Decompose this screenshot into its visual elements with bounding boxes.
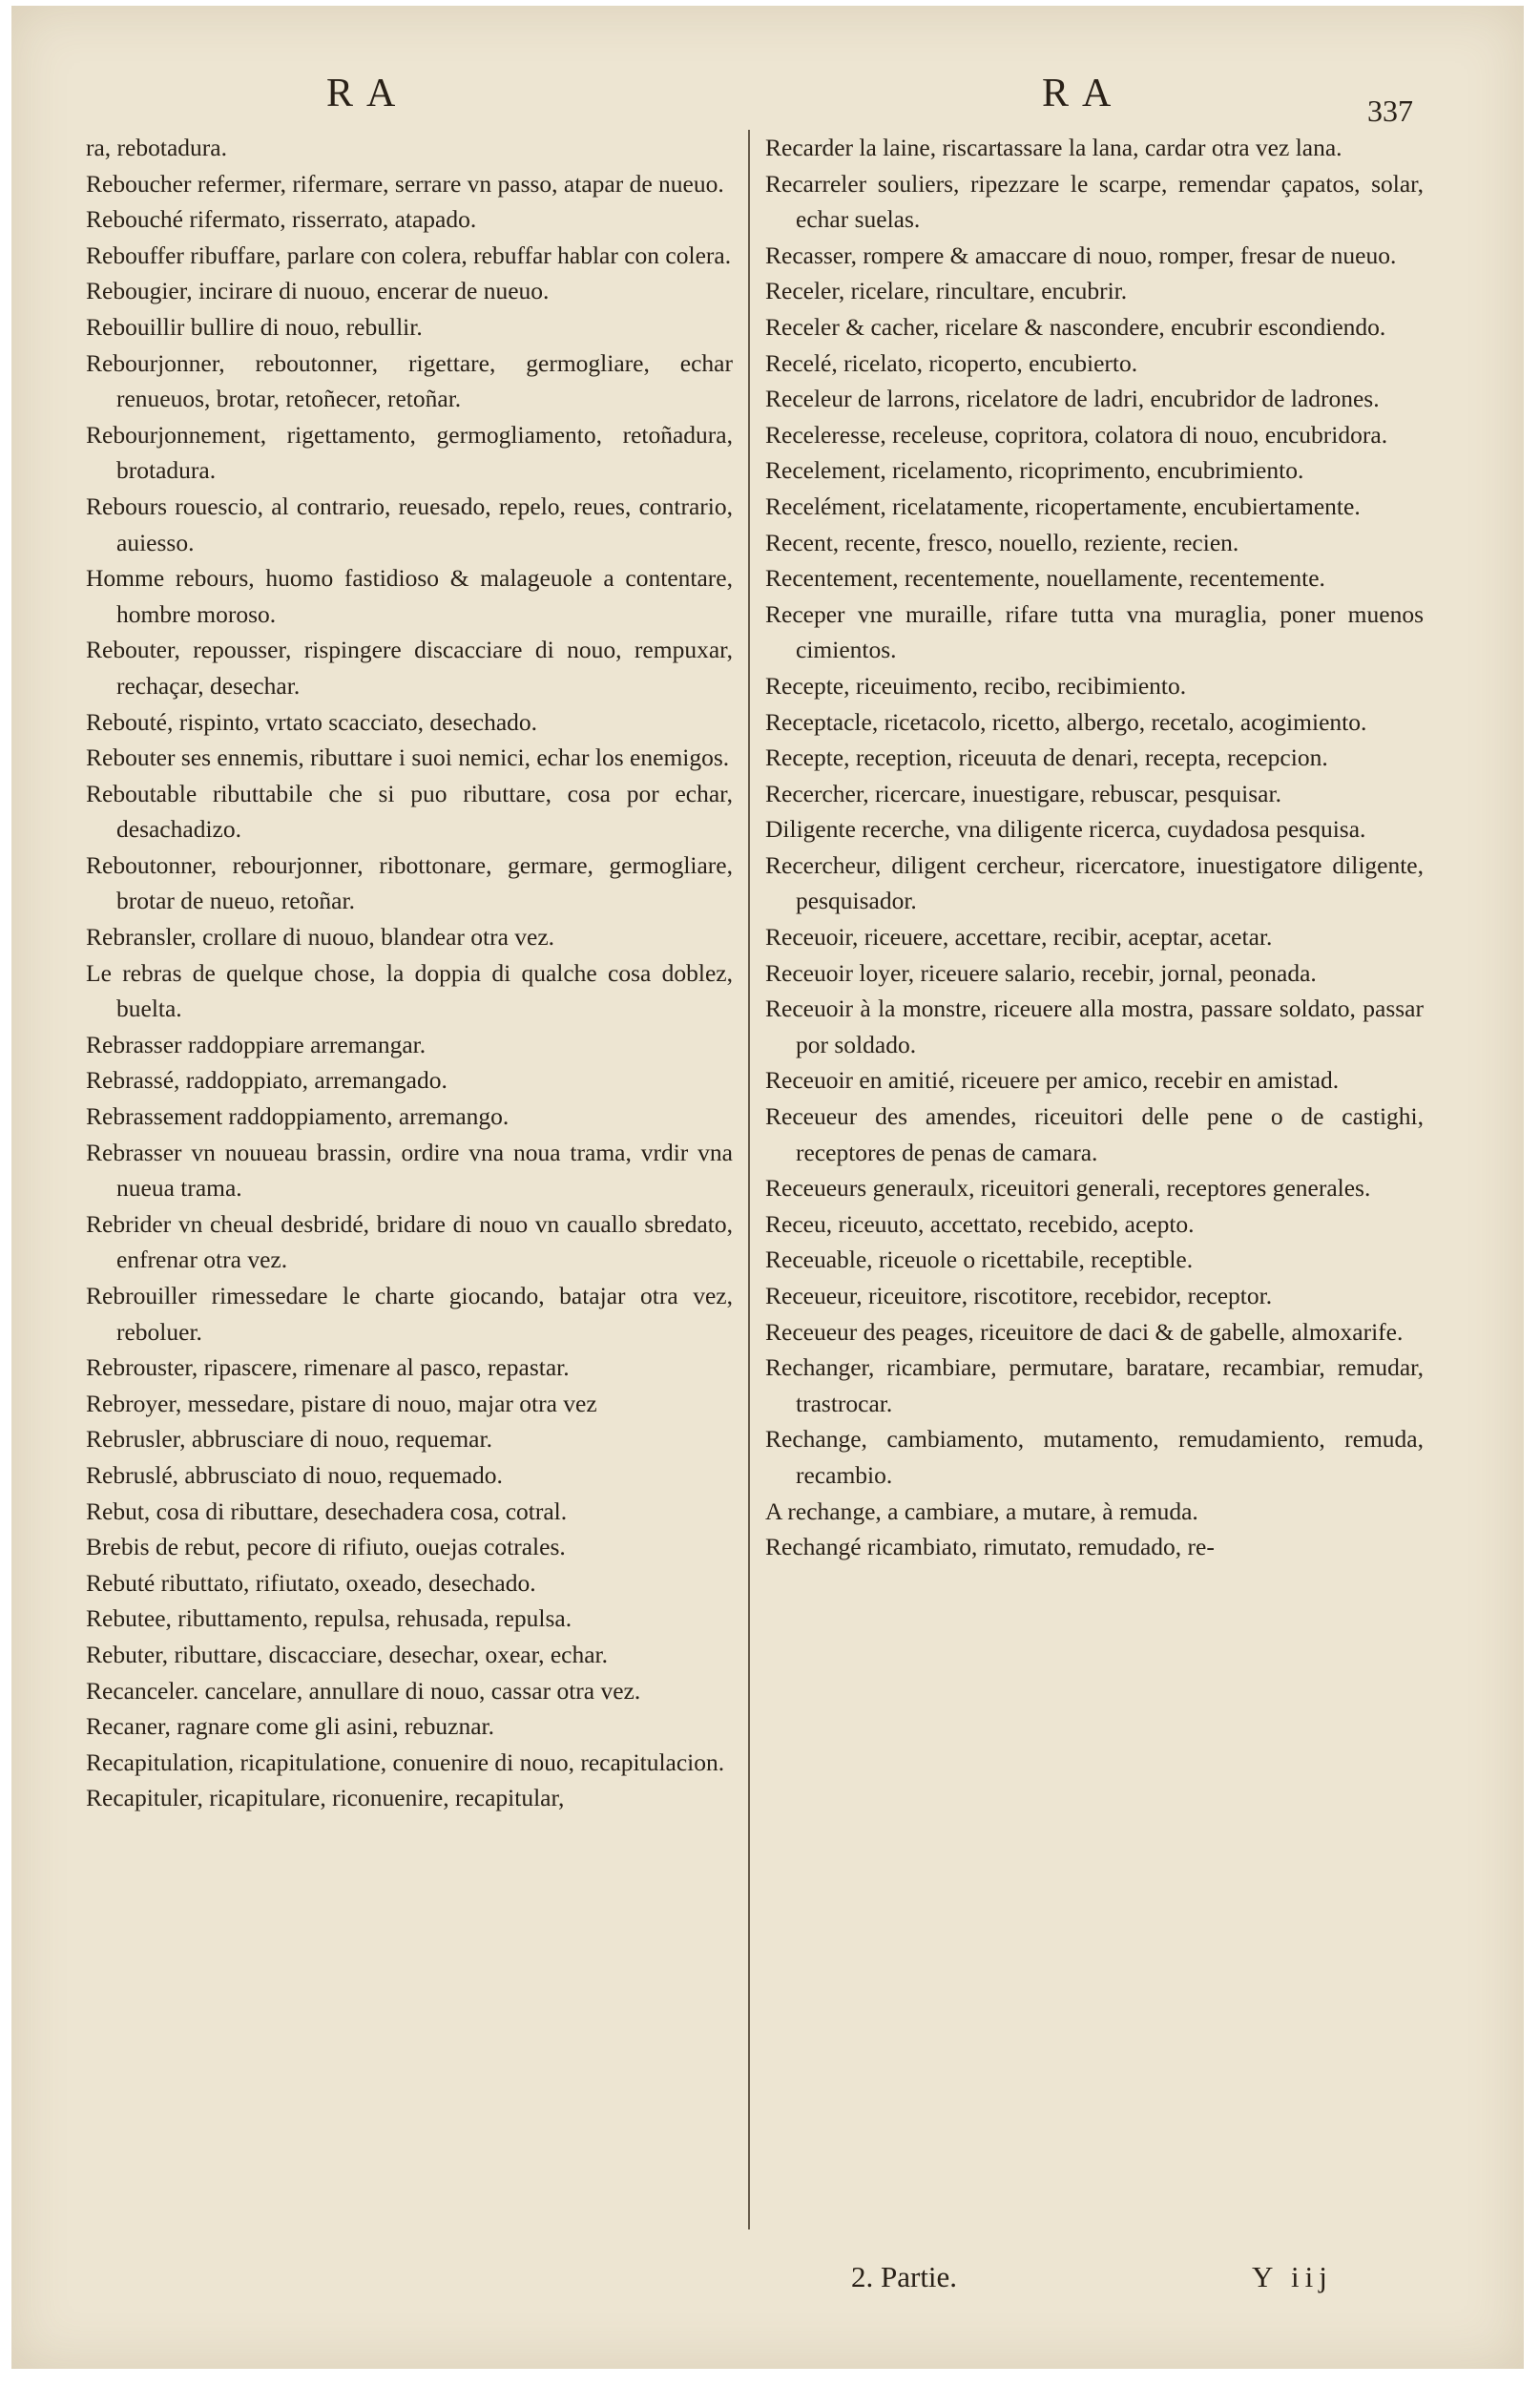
dictionary-entry: Recercher, ricercare, inuestigare, rebuscar, pesquisar. [765,779,1281,807]
dictionary-entry: Recapitulation, ricapitulatione, conuenire di nouo, recapitulacion. [86,1748,725,1776]
dictionary-entry: Recelement, ricelamento, ricoprimento, encubrimiento. [765,456,1304,485]
dictionary-entry: Receuoir, riceuere, accettare, recibir, aceptar, acetar. [765,923,1273,952]
dictionary-entry: Recepte, riceuimento, recibo, recibimiento. [765,671,1187,700]
dictionary-entry: Rebouter, repousser, rispingere discacciare di nouo, rempuxar, rechaçar, desechar. [86,636,733,700]
dictionary-entry: Rebroyer, messedare, pistare di nouo, majar otra vez [86,1389,597,1417]
dictionary-entry: Recelément, ricelatamente, ricopertamente, encubiertamente. [765,492,1361,520]
dictionary-entry: Receueur, riceuitore, riscotitore, recebidor, receptor. [765,1282,1273,1309]
dictionary-entry: A rechange, a cambiare, a mutare, à remuda. [765,1496,1198,1525]
dictionary-entry: Receuoir en amitié, riceuere per amico, recebir en amistad. [765,1066,1340,1095]
left-running-head: RA [326,72,409,115]
dictionary-entry: Recelé, ricelato, ricoperto, encubierto. [765,348,1138,377]
dictionary-entry: Recapituler, ricapitulare, riconuenire, recapitular, [86,1784,565,1812]
dictionary-entry: Rebouillir bullire di nouo, rebullir. [86,312,423,341]
dictionary-entry: Receptacle, ricetacolo, ricetto, albergo, recetalo, acogimiento. [765,707,1367,736]
dictionary-entry: Rebrassé, raddoppiato, arremangado. [86,1066,447,1095]
dictionary-entry: Rechange, cambiamento, mutamento, remudamiento, remuda, recambio. [765,1425,1424,1489]
dictionary-entry: Receper vne muraille, rifare tutta vna muraglia, poner muenos cimientos. [765,599,1424,664]
dictionary-entry: Rebrasser raddoppiare arremangar. [86,1030,427,1058]
dictionary-entry: Receu, riceuuto, accettato, recebido, acepto. [765,1209,1195,1238]
dictionary-entry: Rebouter ses ennemis, ributtare i suoi nemici, echar los enemigos. [86,743,730,772]
dictionary-entry: Receueur des amendes, riceuitori delle pene o de castighi, receptores de penas de camara. [765,1102,1424,1166]
signature-label: 2. Partie. [851,2260,958,2293]
dictionary-entry: Recarder la laine, riscartassare la lana, cardar otra vez lana. [765,134,1342,161]
dictionary-entry: Receler & cacher, ricelare & nascondere, encubrir escondiendo. [765,312,1386,341]
dictionary-entry: Rebrouster, ripascere, rimenare al pasco, repastar. [86,1353,570,1382]
dictionary-entry: Rebouché rifermato, risserrato, atapado. [86,205,477,234]
dictionary-entry: Reboutonner, rebourjonner, ribottonare, germare, germogliare, brotar de nueuo, retoñar. [86,850,733,915]
dictionary-entry: Rebuter, ributtare, discacciare, desechar, oxear, echar. [86,1640,609,1668]
dictionary-entry: Brebis de rebut, pecore di rifiuto, ouejas cotrales. [86,1533,566,1561]
dictionary-entry: Recarreler souliers, ripezzare le scarpe, remendar çapatos, solar, echar suelas. [765,169,1424,234]
dictionary-entry: Receuable, riceuole o ricettabile, receptible. [765,1245,1194,1274]
right-running-head: RA [1042,72,1125,115]
dictionary-entry: Receueur des peages, riceuitore de daci & de gabelle, almoxarife. [765,1317,1404,1346]
dictionary-entry: ra, rebotadura. [86,134,227,161]
dictionary-entry: Receueurs generaulx, riceuitori generali, receptores generales. [765,1174,1371,1203]
dictionary-entry: Rebrassement raddoppiamento, arremango. [86,1102,510,1131]
dictionary-entry: Recercheur, diligent cercheur, ricercatore, inuestigatore diligente, pesquisador. [765,850,1424,915]
dictionary-entry: Receleur de larrons, ricelatore de ladri, encubridor de ladrones. [765,385,1380,413]
dictionary-entry: Recepte, reception, riceuuta de denari, recepta, recepcion. [765,743,1328,772]
dictionary-entry: Reboucher refermer, rifermare, serrare vn passo, atapar de nueuo. [86,169,724,198]
dictionary-entry: Rebourjonner, reboutonner, rigettare, germogliare, echar renueuos, brotar, retoñecer, retoñar. [86,348,733,413]
dictionary-entry: Receuoir loyer, riceuere salario, recebir, jornal, peonada. [765,958,1317,987]
dictionary-entry: Recaner, ragnare come gli asini, rebuznar. [86,1712,495,1741]
dictionary-entry: Rebransler, crollare di nuouo, blandear otra vez. [86,923,555,952]
dictionary-entry: Homme rebours, huomo fastidioso & malageuole a contentare, hombre moroso. [86,564,733,628]
dictionary-entry: Rebut, cosa di ributtare, desechadera cosa, cotral. [86,1496,568,1525]
dictionary-entry: Rebutee, ributtamento, repulsa, rehusada, repulsa. [86,1604,572,1633]
page-number: 337 [1367,94,1413,128]
dictionary-entry: Rebrouiller rimessedare le charte giocando, batajar otra vez, reboluer. [86,1282,733,1346]
dictionary-entry: Le rebras de quelque chose, la doppia di qualche cosa doblez, buelta. [86,958,733,1023]
dictionary-entry: Reboutable ributtabile che si puo ributtare, cosa por echar, desachadizo. [86,779,733,844]
dictionary-entry: Diligente recerche, vna diligente ricerca, cuydadosa pesquisa. [765,815,1366,844]
dictionary-entry: Recent, recente, fresco, nouello, reziente, recien. [765,528,1239,556]
dictionary-entry: Recasser, rompere & amaccare di nouo, romper, fresar de nueuo. [765,241,1397,269]
dictionary-entry: Rebrider vn cheual desbridé, bridare di nouo vn cauallo sbredato, enfrenar otra vez. [86,1209,733,1274]
dictionary-entry: Receleresse, receleuse, copritora, colatora di nouo, encubridora. [765,420,1388,449]
dictionary-entry: Rebourjonnement, rigettamento, germogliamento, retoñadura, brotadura. [86,420,733,485]
dictionary-entry: Receuoir à la monstre, riceuere alla mostra, passare soldato, passar por soldado. [765,994,1424,1058]
dictionary-entry: Rebouté, rispinto, vrtato scacciato, desechado. [86,707,538,736]
dictionary-entry: Rebouffer ribuffare, parlare con colera, rebuffar hablar con colera. [86,241,732,269]
right-column [765,130,1424,2239]
dictionary-entry: Rebrusler, abbrusciare di nouo, requemar. [86,1425,492,1454]
dictionary-entry: Recanceler. cancelare, annullare di nouo, cassar otra vez. [86,1676,641,1705]
dictionary-entry: Rechangé ricambiato, rimutato, remudado, re- [765,1533,1215,1561]
dictionary-entry: Rebours rouescio, al contrario, reuesado, repelo, reues, contrario, auiesso. [86,492,733,556]
left-column [86,130,733,2239]
signature-mark: Y iij [1252,2260,1333,2293]
book-page [11,6,1524,2369]
dictionary-entry: Receler, ricelare, rincultare, encubrir. [765,277,1128,305]
dictionary-entry: Rebougier, incirare di nuouo, encerar de nueuo. [86,277,550,305]
dictionary-entry: Rebruslé, abbrusciato di nouo, requemado. [86,1460,503,1489]
dictionary-entry: Rebuté ributtato, rifiutato, oxeado, desechado. [86,1568,536,1597]
dictionary-entry: Rebrasser vn nouueau brassin, ordire vna noua trama, vrdir vna nueua trama. [86,1138,733,1203]
dictionary-entry: Recentement, recentemente, nouellamente, recentemente. [765,564,1325,593]
column-divider [748,130,750,2229]
dictionary-entry: Rechanger, ricambiare, permutare, baratare, recambiar, remudar, trastrocar. [765,1353,1424,1417]
